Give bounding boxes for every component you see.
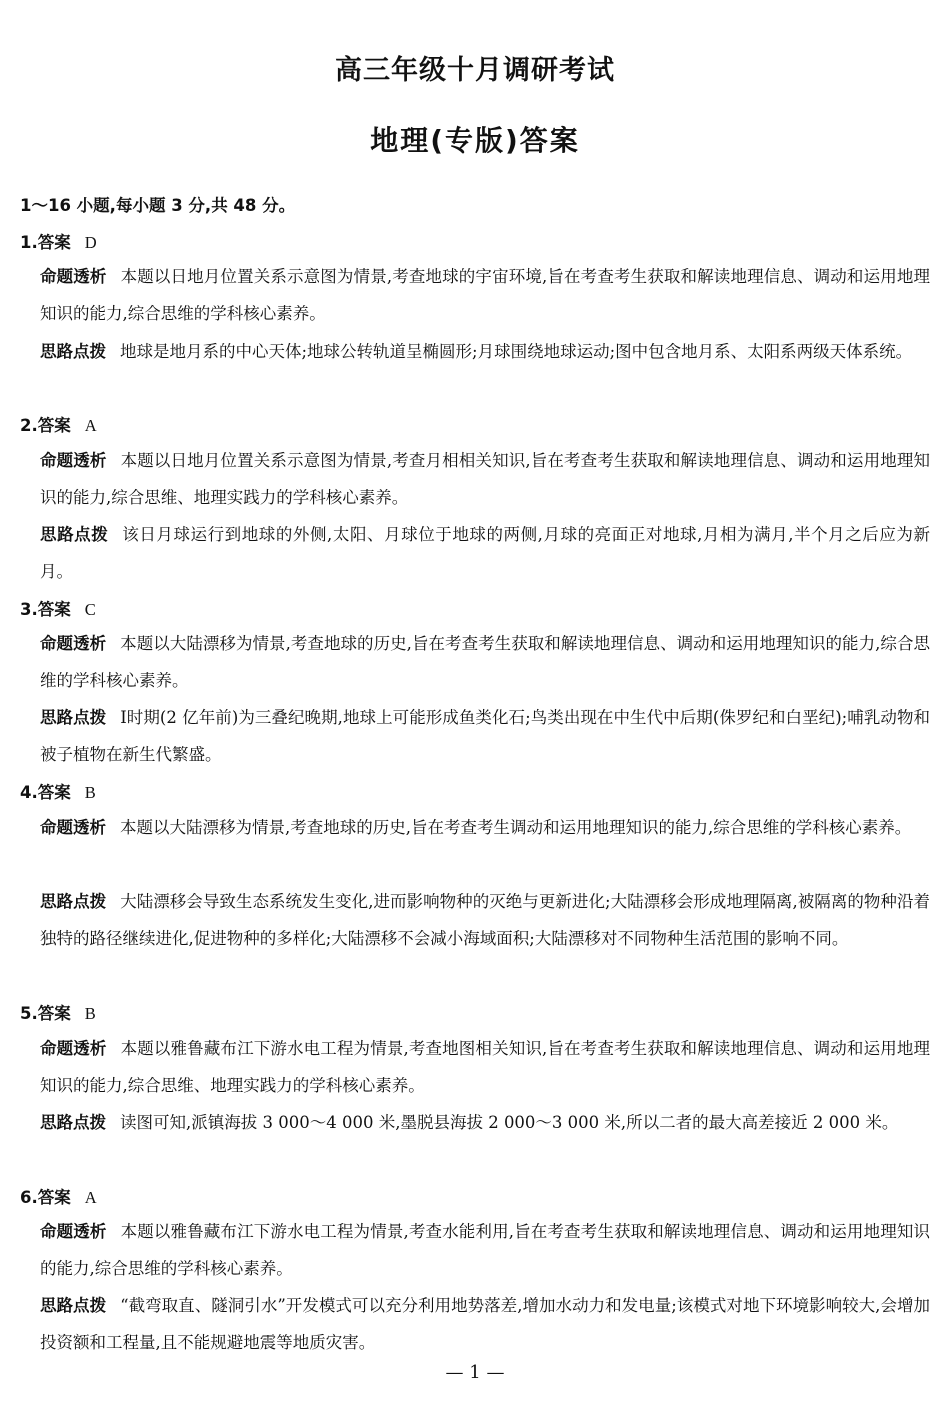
question-number: 6.	[20, 1188, 38, 1207]
hint-label: 思路点拨	[40, 1113, 106, 1132]
answer-value: B	[84, 783, 96, 802]
analysis-text: 本题以雅鲁藏布江下游水电工程为情景,考查水能利用,旨在考查考生获取和解读地理信息、调动和运用地理知识的能力,综合思维的学科核心素养。	[40, 1222, 931, 1278]
hint-text: 读图可知,派镇海拔 3 000～4 000 米,墨脱县海拔 2 000～3 000 米,所以二者的最大高差接近 2 000 米。	[120, 1113, 899, 1132]
question-number: 3.	[20, 600, 38, 619]
question-1-analysis	[40, 258, 930, 332]
hint-label: 思路点拨	[40, 525, 109, 544]
hint-label: 思路点拨	[40, 892, 107, 911]
hint-text: 大陆漂移会导致生态系统发生变化,进而影响物种的灭绝与更新进化;大陆漂移会形成地理隔离,被隔离的物种沿着独特的路径继续进化,促进物种的多样化;大陆漂移不会减小海域面积;大陆漂移对不同物种生活范围的影响不同。	[40, 892, 930, 948]
answer-label: 答案	[37, 600, 71, 619]
analysis-label: 命题透析	[40, 634, 107, 653]
analysis-label: 命题透析	[40, 451, 107, 470]
question-1-answer	[20, 229, 97, 253]
question-1-hint	[40, 333, 930, 370]
analysis-text: 本题以雅鲁藏布江下游水电工程为情景,考查地图相关知识,旨在考查考生获取和解读地理信息、调动和运用地理知识的能力,综合思维、地理实践力的学科核心素养。	[40, 1039, 931, 1095]
question-number: 4.	[20, 783, 38, 802]
answer-label: 答案	[37, 233, 71, 252]
analysis-label: 命题透析	[40, 267, 107, 286]
question-5-answer	[20, 1000, 96, 1024]
question-2-answer	[20, 412, 97, 436]
analysis-text: 本题以大陆漂移为情景,考查地球的历史,旨在考查考生获取和解读地理信息、调动和运用地理知识的能力,综合思维的学科核心素养。	[40, 634, 930, 690]
answer-label: 答案	[37, 1188, 71, 1207]
answer-label: 答案	[37, 783, 71, 802]
question-4-analysis	[40, 809, 930, 846]
page-number: — 1 —	[445, 1362, 505, 1383]
answer-value: C	[84, 600, 96, 619]
scoring-intro: 1～16 小题,每小题 3 分,共 48 分。	[20, 196, 296, 215]
question-4-answer	[20, 779, 96, 803]
hint-label: 思路点拨	[40, 342, 106, 361]
page-subtitle: 地理(专版)答案	[370, 124, 580, 157]
hint-text: 该日月球运行到地球的外侧,太阳、月球位于地球的两侧,月球的亮面正对地球,月相为满月,半个月之后应为新月。	[40, 525, 930, 581]
question-5-analysis	[40, 1030, 930, 1104]
answer-value: A	[84, 416, 97, 435]
hint-text: 地球是地月系的中心天体;地球公转轨道呈椭圆形;月球围绕地球运动;图中包含地月系、太阳系两级天体系统。	[120, 342, 913, 361]
analysis-text: 本题以大陆漂移为情景,考查地球的历史,旨在考查考生调动和运用地理知识的能力,综合思维的学科核心素养。	[120, 818, 912, 837]
question-number: 5.	[20, 1004, 38, 1023]
question-2-analysis	[40, 442, 930, 516]
answer-value: B	[84, 1004, 96, 1023]
analysis-label: 命题透析	[40, 1039, 107, 1058]
hint-text: Ⅰ时期(2 亿年前)为三叠纪晚期,地球上可能形成鱼类化石;鸟类出现在中生代中后期(侏罗纪和白垩纪);哺乳动物和被子植物在新生代繁盛。	[40, 708, 931, 764]
question-3-analysis	[40, 625, 930, 699]
analysis-label: 命题透析	[40, 1222, 107, 1241]
question-6-hint	[40, 1287, 930, 1361]
question-number: 2.	[20, 416, 38, 435]
question-3-answer	[20, 596, 96, 620]
question-6-analysis	[40, 1213, 930, 1287]
hint-label: 思路点拨	[40, 1296, 107, 1315]
answer-label: 答案	[37, 416, 71, 435]
answer-value: D	[84, 233, 97, 252]
question-4-hint	[40, 883, 930, 957]
analysis-text: 本题以日地月位置关系示意图为情景,考查地球的宇宙环境,旨在考查考生获取和解读地理信息、调动和运用地理知识的能力,综合思维的学科核心素养。	[40, 267, 931, 323]
answer-value: A	[84, 1188, 97, 1207]
question-number: 1.	[20, 233, 38, 252]
hint-label: 思路点拨	[40, 708, 107, 727]
answer-label: 答案	[37, 1004, 71, 1023]
page-title: 高三年级十月调研考试	[335, 55, 615, 86]
question-3-hint	[40, 699, 930, 773]
analysis-label: 命题透析	[40, 818, 106, 837]
question-2-hint	[40, 516, 930, 590]
hint-text: “截弯取直、隧洞引水”开发模式可以充分利用地势落差,增加水动力和发电量;该模式对地下环境影响较大,会增加投资额和工程量,且不能规避地震等地质灾害。	[40, 1296, 931, 1352]
question-5-hint	[40, 1104, 930, 1141]
question-6-answer	[20, 1184, 97, 1208]
analysis-text: 本题以日地月位置关系示意图为情景,考查月相相关知识,旨在考查考生获取和解读地理信息、调动和运用地理知识的能力,综合思维、地理实践力的学科核心素养。	[40, 451, 931, 507]
